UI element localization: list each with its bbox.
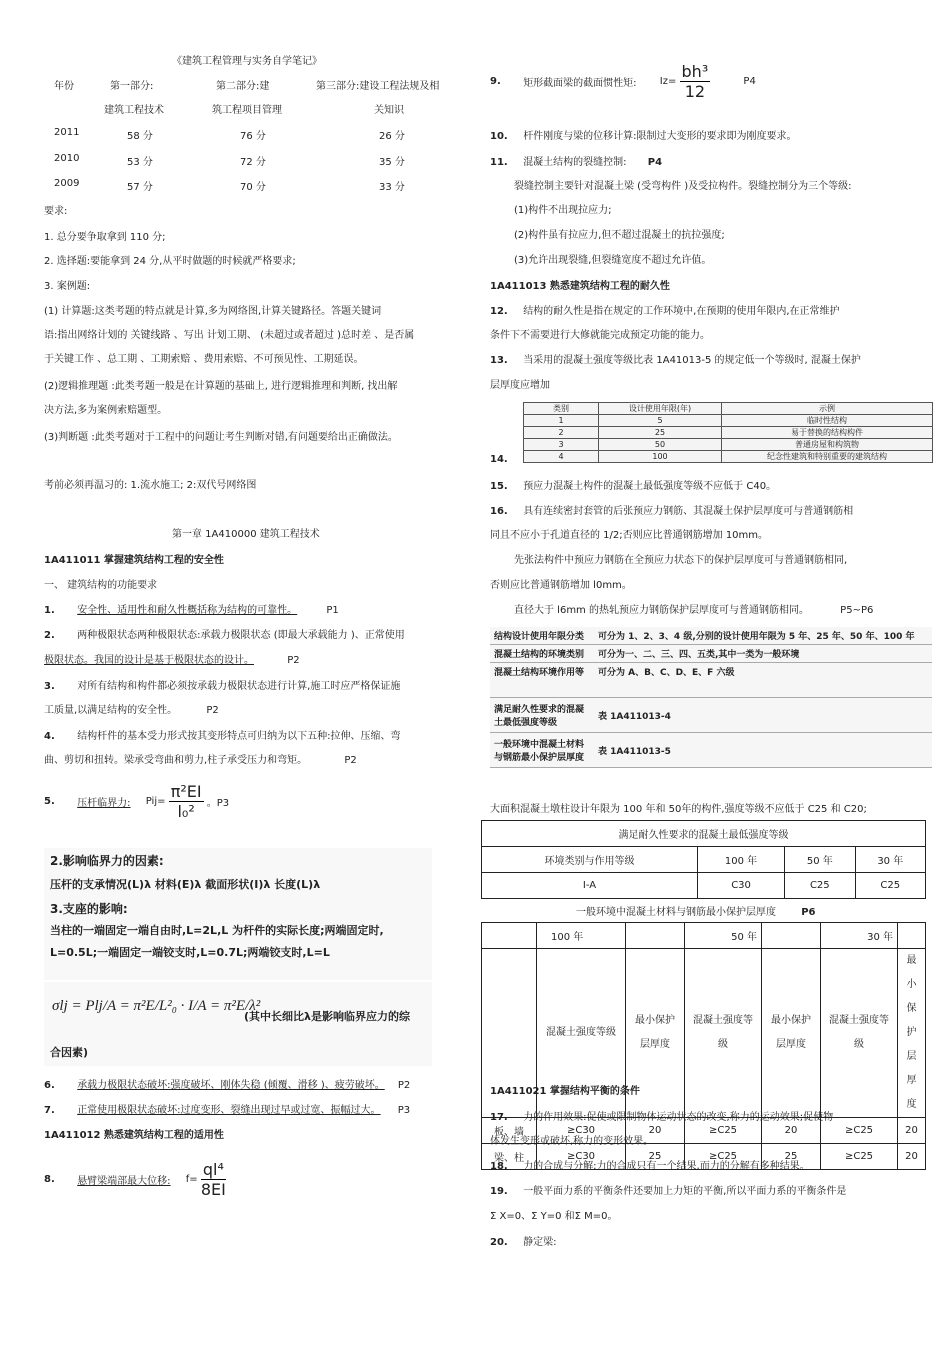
- figure-line: 3.支座的影响:: [50, 902, 128, 916]
- table-cell: 4: [524, 451, 599, 463]
- req-2: 2. 选择题:要能拿到 24 分,从平时做题的时候就严格要求;: [44, 256, 296, 267]
- table-cell: 板、墙: [482, 1118, 537, 1144]
- item-7: [44, 1101, 410, 1116]
- item-number: 12.: [490, 306, 508, 317]
- item-17: [490, 1108, 833, 1123]
- para-calc-2: 语:指出网络计划的 关键线路 、写出 计划工期、 (未超过或者超过 )总时差 、是否属: [44, 330, 415, 341]
- item-9: [490, 62, 756, 112]
- item-text: 极限状态。我国的设计是基于极限状态的设计。: [44, 655, 254, 666]
- item-number: 16.: [490, 506, 508, 517]
- large-volume-note: 大面积混凝土墩柱设计年限为 100 年和 50年的构件,强度等级不应低于 C25 和 C20;: [490, 804, 867, 815]
- table-header: 设计使用年限(年): [599, 403, 722, 415]
- durability-summary-figure: [490, 627, 932, 768]
- item-13: [490, 351, 861, 366]
- table-cell: C25: [855, 873, 925, 899]
- min-strength-table: [481, 820, 926, 899]
- table-cell: C30: [698, 873, 785, 899]
- item-12-cont: 条件下不需要进行大修就能完成预定功能的能力。: [490, 330, 710, 341]
- page-ref: P5~P6: [840, 605, 874, 616]
- table-header: 100 年: [698, 847, 785, 873]
- item-2: [44, 626, 405, 641]
- item-text: 承载力极限状态破坏:强度破坏、刚体失稳 (倾覆、滑移 )、疲劳破坏。: [77, 1080, 385, 1091]
- item-16-c: 先张法构件中预应力钢筋在全预应力状态下的保护层厚度可与普通钢筋相同,: [514, 555, 848, 566]
- table-cell: 50: [599, 439, 722, 451]
- section-1a411021: 1A411021 掌握结构平衡的条件: [490, 1086, 640, 1097]
- score-cell: 53 分: [127, 157, 153, 168]
- item-16: [490, 502, 853, 517]
- score-header-part2: 第二部分:建: [216, 81, 270, 92]
- item-text: 两种极限状态两种极限状态:承载力极限状态 (即最大承载能力 )、正常使用: [77, 630, 405, 641]
- section-1a411012: 1A411012 熟悉建筑结构工程的适用性: [44, 1130, 224, 1141]
- item-8: [44, 1160, 226, 1210]
- table-header: 最小保护层厚度: [762, 949, 821, 1118]
- table-cell: 25: [762, 1144, 821, 1170]
- page-ref: P2: [344, 755, 357, 766]
- item-text: 安全性、适用性和耐久性概括称为结构的可靠性。: [77, 605, 298, 616]
- item-3: [44, 677, 400, 692]
- score-cell: 26 分: [379, 131, 405, 142]
- item-number: 9.: [490, 76, 501, 87]
- score-header2-part1: 建筑工程技术: [104, 105, 164, 116]
- item-5: [44, 782, 229, 832]
- item-3-cont: [44, 701, 219, 716]
- item-text: 静定梁:: [523, 1237, 557, 1248]
- section-1a411013: 1A411013 熟悉建筑结构工程的耐久性: [490, 281, 670, 292]
- review-list: 考前必须再温习的: 1.流水施工; 2:双代号网络图: [44, 480, 257, 491]
- durable-value: 可分为 1、2、3、4 级,分别的设计使用年限为 5 年、25 年、50 年、100 年: [594, 627, 932, 645]
- item-number: 4.: [44, 731, 55, 742]
- item-13-cont: 层厚度应增加: [490, 380, 550, 391]
- para-logic-2: 决方法,多为案例索赔题型。: [44, 405, 168, 416]
- stress-note-2: 合因素): [50, 1046, 89, 1059]
- score-cell: 2010: [54, 153, 80, 164]
- item-text: 矩形截面梁的截面惯性矩:: [523, 78, 637, 89]
- item-16-d: 否则应比普通钢筋增加 l0mm。: [490, 580, 632, 591]
- table-cell: [482, 923, 537, 949]
- durable-label: 一般环境中混凝土材料与钢筋最小保护层厚度: [490, 733, 594, 768]
- table-cell: 纪念性建筑和特别重要的建筑结构: [722, 451, 933, 463]
- item-number: 18.: [490, 1161, 508, 1172]
- table-header: 30 年: [855, 847, 925, 873]
- item-number: 6.: [44, 1080, 55, 1091]
- score-header-part1: 第一部分:: [110, 81, 154, 92]
- item-6: [44, 1076, 410, 1091]
- item-number: 3.: [44, 681, 55, 692]
- score-cell: 72 分: [240, 157, 266, 168]
- score-header2-part2: 筑工程项目管理: [212, 105, 282, 116]
- item-4-cont: [44, 751, 357, 766]
- item-text: 混凝土结构的裂缝控制:: [523, 157, 627, 168]
- item-text: 结构杆件的基本受力形式按其变形特点可归纳为以下五种:拉伸、压缩、弯: [77, 731, 401, 742]
- table-cell: 25: [599, 427, 722, 439]
- table-cell: 20: [898, 1118, 926, 1144]
- item-1: [44, 601, 339, 616]
- table-cell: [762, 923, 821, 949]
- para-calc-1: (1) 计算题:这类考题的特点就是计算,多为网络图,计算关键路径。答题关键词: [44, 306, 382, 317]
- score-header-year: 年份: [54, 81, 74, 92]
- durable-label: 满足耐久性要求的混凝土最低强度等级: [490, 698, 594, 733]
- item-number: 2.: [44, 630, 55, 641]
- table-cell: [626, 923, 685, 949]
- score-cell: 58 分: [127, 131, 153, 142]
- formula-denominator: l₀²: [177, 802, 195, 821]
- score-cell: 70 分: [240, 182, 266, 193]
- item-text: 具有连续密封套管的后张预应力钢筋、其混凝土保护层厚度可与普通钢筋相: [523, 506, 854, 517]
- score-cell: 2009: [54, 178, 80, 189]
- formula-denominator: 8EI: [200, 1180, 226, 1199]
- table-cell: ≥C30: [537, 1118, 626, 1144]
- durable-value: 表 1A411013-4: [594, 698, 932, 733]
- item-number: 10.: [490, 131, 508, 142]
- critical-stress-figure: [44, 982, 432, 1066]
- cover-table-caption: [576, 903, 815, 918]
- table-header: 类别: [524, 403, 599, 415]
- item-10: [490, 127, 797, 142]
- table-cell: ≥C25: [685, 1144, 762, 1170]
- table-cell: 梁、柱: [482, 1144, 537, 1170]
- item-11: [490, 153, 662, 168]
- item-number: 17.: [490, 1112, 508, 1123]
- table-header: 示例: [722, 403, 933, 415]
- page-ref: P4: [647, 157, 663, 168]
- item-text: 力的合成与分解:力的合成只有一个结果,而力的分解有多种结果。: [523, 1161, 810, 1172]
- table-header: 30 年: [821, 923, 898, 949]
- item-12: [490, 302, 840, 317]
- table-cell: 100: [599, 451, 722, 463]
- figure-line: L=0.5L;一端固定一端铰支时,L=0.7L;两端铰支时,L=L: [50, 946, 330, 959]
- doc-title: 《建筑工程管理与实务自学笔记》: [172, 56, 322, 67]
- item-11-d: (3)允许出现裂缝,但裂缝宽度不超过允许值。: [514, 255, 712, 266]
- table-cell: 20: [626, 1118, 685, 1144]
- item-18: [490, 1157, 810, 1172]
- table-header: 50 年: [685, 923, 762, 949]
- table-cell: 5: [599, 415, 722, 427]
- durable-label: 混凝土结构的环境类别: [490, 645, 594, 663]
- table-header: 100 年: [537, 923, 626, 949]
- item-16-e: [514, 601, 873, 616]
- item-text: 直径大于 l6mm 的热轧预应力钢筋保护层厚度可与普通钢筋相同。: [514, 605, 809, 616]
- item-number: 11.: [490, 157, 508, 168]
- item-number: 13.: [490, 355, 508, 366]
- req-1: 1. 总分要争取拿到 110 分;: [44, 232, 166, 243]
- table-header: 50 年: [785, 847, 855, 873]
- para-logic-1: (2)逻辑推理题 :此类考题一般是在计算题的基础上, 进行逻辑推理和判断, 找出解: [44, 381, 398, 392]
- item-number: 15.: [490, 481, 508, 492]
- item-text: 预应力混凝土构件的混凝土最低强度等级不应低于 C40。: [523, 481, 777, 492]
- item-15: [490, 477, 776, 492]
- item-16-b: 同且不应小于孔道直径的 1/2;否则应比普通钢筋增加 10mm。: [490, 530, 769, 541]
- caption-text: 一般环境中混凝土材料与钢筋最小保护层厚度: [576, 907, 776, 918]
- page-ref: 。P3: [206, 798, 230, 809]
- item-11-c: (2)构件虽有拉应力,但不超过混凝土的抗拉强度;: [514, 230, 725, 241]
- table-title: 满足耐久性要求的混凝土最低强度等级: [482, 821, 926, 847]
- table-header: 最小保护层厚度: [626, 949, 685, 1118]
- item-text: 对所有结构和构件都必须按承载力极限状态进行计算,施工时应严格保证施: [77, 681, 401, 692]
- item-19-cont: Σ X=0、Σ Y=0 和Σ M=0。: [490, 1211, 618, 1222]
- item-14-number: 14.: [490, 454, 508, 465]
- item-text: 杆件刚度与梁的位移计算:限制过大变形的要求即为刚度要求。: [523, 131, 797, 142]
- page-ref: P3: [397, 1105, 411, 1116]
- table-cell: 25: [626, 1144, 685, 1170]
- item-number: 20.: [490, 1237, 508, 1248]
- table-cell: I-A: [482, 873, 698, 899]
- formula-fraction: [169, 782, 204, 821]
- page-ref: P2: [287, 655, 300, 666]
- table-header: 最小保护层厚度: [898, 949, 926, 1118]
- para-calc-3: 于关键工作 、总工期 、工期索赔 、费用索赔、不可预见性、工期延误。: [44, 354, 364, 365]
- item-text: 正常使用极限状态破坏:过度变形、裂缝出现过早或过宽、振幅过大。: [77, 1105, 381, 1116]
- table-header: 混凝土强度等级: [685, 949, 762, 1118]
- score-header2-part3: 关知识: [374, 105, 404, 116]
- chapter-title: 第一章 1A410000 建筑工程技术: [172, 529, 320, 540]
- item-number: 8.: [44, 1174, 55, 1185]
- table-cell: 20: [898, 1144, 926, 1170]
- item-text: 当采用的混凝土强度等级比表 1A41013-5 的规定低一个等级时, 混凝土保护: [523, 355, 861, 366]
- item-text: 压杆临界力:: [77, 798, 131, 809]
- formula-numerator: π²EI: [170, 782, 202, 801]
- item-4: [44, 727, 401, 742]
- stress-formula: σlj = Plj/A = π²E/L²₀ · I/A = π²E/λ²: [52, 998, 261, 1014]
- section-function: 一、 建筑结构的功能要求: [44, 580, 158, 591]
- score-cell: 2011: [54, 127, 80, 138]
- formula-numerator: bh³: [681, 62, 709, 81]
- table-header: 环境类别与作用等级: [482, 847, 698, 873]
- item-text: 结构的耐久性是指在规定的工作环境中,在预期的使用年限内,在正常维护: [523, 306, 840, 317]
- table-cell: 1: [524, 415, 599, 427]
- formula-denominator: 12: [684, 82, 706, 101]
- stress-note: (其中长细比λ是影响临界应力的综: [244, 1010, 410, 1023]
- item-number: 7.: [44, 1105, 55, 1116]
- score-header-part3: 第三部分:建设工程法规及相: [316, 81, 440, 92]
- page-ref: P1: [326, 605, 339, 616]
- item-number: 1.: [44, 605, 55, 616]
- section-1a411011: 1A411011 掌握建筑结构工程的安全性: [44, 555, 224, 566]
- item-2-cont: [44, 651, 300, 666]
- durable-label: 混凝土结构环境作用等: [490, 663, 594, 698]
- score-cell: 33 分: [379, 182, 405, 193]
- req-title: 要求:: [44, 206, 68, 217]
- table-cell: ≥C30: [537, 1144, 626, 1170]
- table-cell: C25: [785, 873, 855, 899]
- formula-lhs: Pij=: [145, 796, 166, 807]
- score-cell: 57 分: [127, 182, 153, 193]
- table-cell: ≥C25: [821, 1144, 898, 1170]
- page-ref: P6: [801, 907, 816, 918]
- durable-value: 可分为一、二、三、四、五类,其中一类为一般环境: [594, 645, 932, 663]
- table-header: 混凝土强度等级: [821, 949, 898, 1118]
- item-number: 5.: [44, 796, 55, 807]
- table-cell: ≥C25: [685, 1118, 762, 1144]
- page-ref: P2: [206, 705, 219, 716]
- item-text: 曲、剪切和扭转。梁承受弯曲和剪力,柱子承受压力和弯矩。: [44, 755, 308, 766]
- table-cell: 2: [524, 427, 599, 439]
- item-number: 19.: [490, 1186, 508, 1197]
- figure-line: 2.影响临界力的因素:: [50, 854, 164, 868]
- item-19: [490, 1182, 846, 1197]
- table-cell: ≥C25: [821, 1118, 898, 1144]
- formula-fraction: [201, 1160, 226, 1199]
- item-11-b: (1)构件不出现拉应力;: [514, 205, 612, 216]
- item-text: 工质量,以满足结构的安全性。: [44, 705, 178, 716]
- critical-force-figure: [44, 848, 432, 980]
- item-20: [490, 1233, 557, 1248]
- item-text: 一般平面力系的平衡条件还要加上力矩的平衡,所以平面力系的平衡条件是: [523, 1186, 847, 1197]
- table-cell: 3: [524, 439, 599, 451]
- table-cell: 普通房屋和构筑物: [722, 439, 933, 451]
- table-cell: 临时性结构: [722, 415, 933, 427]
- durable-value: 可分为 A、B、C、D、E、F 六级: [594, 663, 932, 698]
- durable-label: 结构设计使用年限分类: [490, 627, 594, 645]
- table-cell: 20: [762, 1118, 821, 1144]
- figure-line: 压杆的支承情况(L)λ 材料(E)λ 截面形状(I)λ 长度(L)λ: [50, 878, 321, 891]
- design-life-table: [523, 402, 933, 463]
- formula-numerator: ql⁴: [202, 1160, 224, 1179]
- page-ref: P2: [397, 1080, 411, 1091]
- durable-value: 表 1A411013-5: [594, 733, 932, 768]
- page-ref: P4: [743, 76, 756, 87]
- table-cell: [898, 923, 926, 949]
- formula-fraction: [680, 62, 711, 101]
- para-judge: (3)判断题 :此类考题对于工程中的问题让考生判断对错,有问题要给出正确做法。: [44, 432, 398, 443]
- item-17-cont: 体发生变形或破坏,称力的变形效果。: [490, 1136, 654, 1147]
- item-text: 力的作用效果:促使或限制物体运动状态的改变,称力的运动效果;促使物: [523, 1112, 834, 1123]
- item-11-a: 裂缝控制主要针对混凝土梁 (受弯构件 )及受拉构件。裂缝控制分为三个等级:: [514, 181, 852, 192]
- score-cell: 35 分: [379, 157, 405, 168]
- formula-lhs: Iz=: [659, 76, 677, 87]
- item-text: 悬臂梁端部最大位移:: [77, 1176, 171, 1187]
- table-cell: 易于替换的结构构件: [722, 427, 933, 439]
- req-3: 3. 案例题:: [44, 281, 91, 292]
- formula-lhs: f=: [185, 1174, 198, 1185]
- figure-line: 当柱的一端固定一端自由时,L=2L,L 为杆件的实际长度;两端固定时,: [50, 924, 384, 937]
- score-cell: 76 分: [240, 131, 266, 142]
- table-header: 混凝土强度等级: [537, 949, 626, 1118]
